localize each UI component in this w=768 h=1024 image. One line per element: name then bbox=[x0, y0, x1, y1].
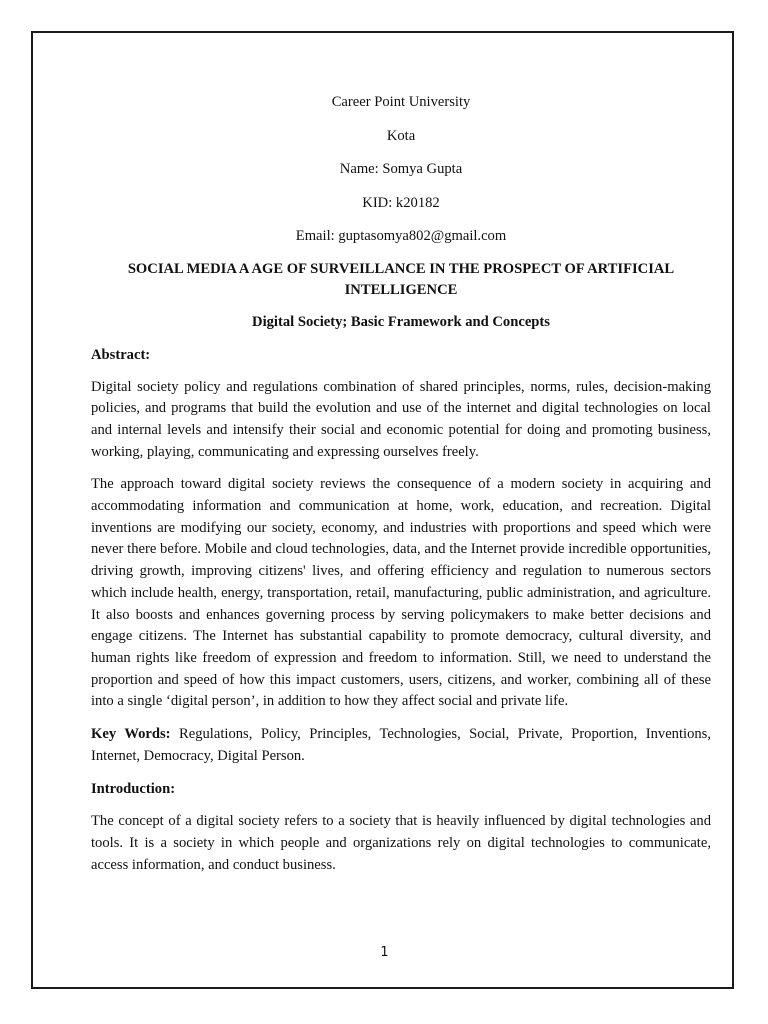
document-subtitle: Digital Society; Basic Framework and Concepts bbox=[252, 313, 550, 330]
keywords-text: Regulations, Policy, Principles, Technologies, Social, Private, Proportion, Inventions, Internet, Democracy, Digital Person. bbox=[91, 726, 711, 764]
author-name: Name: Somya Gupta bbox=[339, 161, 463, 177]
abstract-paragraph-1: Digital society policy and regulations combination of shared principles, norms, rules, decision-making policies, and programs that build the evolution and use of the internet and digital technologies on local and internal levels and intensify their social and economic potential for doing and promoting business, working, playing, communicating and expressing ourselves freely. bbox=[91, 378, 711, 460]
author-kid: KID: k20182 bbox=[362, 194, 440, 211]
keywords-paragraph bbox=[91, 724, 711, 767]
keywords-label: Key Words: bbox=[91, 726, 171, 743]
page-content bbox=[91, 91, 711, 888]
university-name: Career Point University bbox=[331, 94, 471, 110]
document-title: SOCIAL MEDIA A AGE OF SURVEILLANCE IN THE PROSPECT OF ARTIFICIAL INTELLIGENCE bbox=[127, 260, 675, 298]
introduction-paragraph: The concept of a digital society refers to a society that is heavily influenced by digital technologies and tools. It is a society in which people and organizations rely on digital technologies to communicate, access information, and conduct business. bbox=[91, 813, 711, 873]
document-page bbox=[31, 31, 734, 989]
abstract-paragraph-2: The approach toward digital society reviews the consequence of a modern society in acquiring and accommodating information and communication at home, work, education, and recreation. Digital inventions are modifying our society, economy, and industries with proportions and speed which were never there before. Mobile and cloud technologies, data, and the Internet provide incredible opportunities, driving growth, improving citizens' lives, and offering efficiency and regulation to numerous sectors which include health, energy, transportation, retail, manufacturing, public administration, and agriculture. It also boosts and enhances governing process by serving policymakers to make better decisions and engage citizens. The Internet has substantial capability to promote democracy, cultural diversity, and human rights like freedom of expression and freedom to information. Still, we need to understand the proportion and speed of how this impact customers, users, citizens, and worker, combining all of these into a single ‘digital person’, in addition to how they affect social and private life. bbox=[91, 476, 711, 710]
introduction-heading: Introduction: bbox=[91, 781, 176, 798]
author-email: Email: guptasomya802@gmail.com bbox=[295, 228, 507, 244]
abstract-heading: Abstract: bbox=[91, 346, 151, 363]
page-number: 1 bbox=[380, 945, 389, 960]
city-name: Kota bbox=[386, 127, 416, 144]
